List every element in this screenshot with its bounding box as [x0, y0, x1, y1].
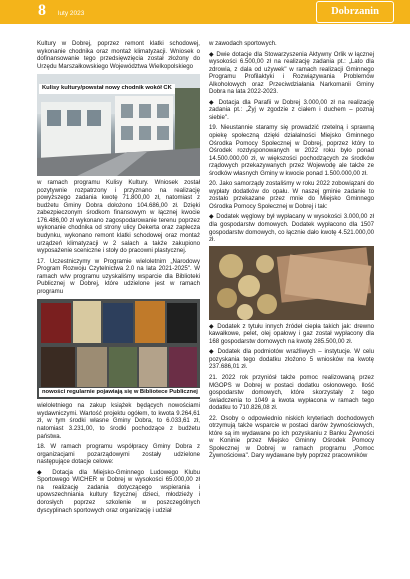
paragraph: 22. Osoby o odpowiednio niskich kryteriach dochodowych otrzymują także wsparcie w postaci darów żywnościowych, które są im wydawane po ich pozyskaniu z Banku Żywności w Koninie przez Miejsko Gminny Ośrodek Pomocy Społecznej w Dobrej w ramach programu „Pomoc Żywnościowa". Dary wydawane były poprzez pracowników — [209, 414, 374, 460]
left-column — [37, 40, 200, 514]
paragraph: ◆ Dodatek węglowy był wypłacany w wysokości 3.000,00 zł dla gospodarstw domowych. Dodatek wypłacono dla 1507 gospodarstw domowych, co łącznie dało kwotę 4.521.000,00 zł. — [209, 213, 374, 244]
paragraph: 19. Nieustannie staramy się prowadzić rzetelną i sprawną opiekę społeczną dzięki działalności Miejsko Gminnego Ośrodka Pomocy Społecznej w Dobrej, poprzez który to Ośrodek rozdysponowanych w 2022 roku było ponad 14.500.000,00 zł, w większości pochodzących ze środków rządowych przekazywanych przez Wojewodę ale także ze środków własnych Gminy w kwocie ponad 1.500.000,00 zł. — [209, 124, 374, 177]
right-column — [209, 40, 374, 460]
paragraph: ◆ Dwie dotacje dla Stowarzyszenia Aktywny Orlik w łącznej wysokości 6.500,00 zł na realizację zadania pt.: „Lato dla zdrowia, z dala od używek" w ramach realizacji Gminnego Programu Profilaktyki i Rozwiązywania Problemów Alkoholowych oraz Przeciwdziałania Narkomanii Gminy Dobra na lata 2022-2023. — [209, 50, 374, 96]
header-band — [0, 0, 410, 24]
paragraph: w ramach programu Kulisy Kultury. Wniosek został pozytywnie rozpatrzony i przyznano na realizację powyższego zadania kwotę 71.800,00 zł, natomiast z budżetu Gminy Dobra dołożono 104.686,00 zł. Dzięki zabezpieczonym środkom finansowym w łącznej kwocie 176.486,00 zł wykonano zagospodarowanie terenu poprzez wykonanie chodnika od strony ulicy Dekerta oraz zaplecza budynku, wykonano remont klatki schodowej oraz montaż urządzeń klimatyzacji w 2 salach a także zakupiono wyposażenie sceniczne i stoły do pracowni plastycznej. — [37, 179, 200, 255]
paragraph: Kultury w Dobrej, poprzez remont klatki schodowej, wykonanie chodnika oraz montaż klimatyzacji. Wniosek o dofinansowanie tego przedsięwzięcia został złożony do Urzędu Marszałkowskiego Województwa Wielkopolskiego — [37, 40, 200, 70]
paragraph: ◆ Dotacja dla Parafii w Dobrej 3.000,00 zł na realizację zadania pt.: „Żyj w zgodzie z ciałem i duchem – poznaj siebie". — [209, 98, 374, 121]
coins-banknotes-photo — [209, 246, 374, 320]
photo-caption: Kulisy kultury/powstał nowy chodnik wokół CK — [39, 84, 175, 94]
paragraph: ◆ Dotacja dla Miejsko-Gminnego Ludowego Klubu Sportowego WICHER w Dobrej w wysokości 65.000,00 zł na realizację zadania dotyczącego wspierania i upowszechniania kultury fizycznej dzieci, młodzieży i dorosłych poprzez szkolenie w poszczególnych dyscyplinach sportowych oraz organizację i udział — [37, 468, 200, 514]
paragraph: 21. 2022 rok przyniósł także pomoc realizowaną przez MGOPS w Dobrej w postaci dodatku osłonowego. Ilość gospodarstw domowych, które skorzystały z tego świadczenia to 1049 a kwota wypłacona w ramach tego dodatku to 710.826,08 zł. — [209, 373, 374, 412]
paragraph: 17. Uczestniczymy w Programie wieloletnim „Narodowy Program Rozwoju Czytelnictwa 2.0 na lata 2021-2025". W ramach w/w programu uzyskaliśmy wsparcie dla Biblioteki Publicznej w Dobrej, które udzielone jest w ramach programu — [37, 257, 200, 295]
page-number: 8 — [38, 2, 46, 19]
library-books-photo — [37, 299, 200, 399]
books-illustration — [37, 299, 200, 399]
paragraph: w zawodach sportowych. — [209, 40, 277, 47]
paragraph: 20. Jako samorządy zostaliśmy w roku 2022 zobowiązani do wypłaty dodatków do opału. W naszej gminie zadanie to zostało przekazane przez mnie do Miejsko Gminnego Ośrodka Pomocy Społecznej w Dobrej i tak: — [209, 180, 374, 210]
paragraph: wieloletniego na zakup książek będących nowościami wydawniczymi. Wartość projektu ogółem, to kwota 9.264,61 zł, w tym środki własne Gminy Dobra, to 6.033,61 zł, natomiast 3.231,00, to środki pochodzące z budżetu państwa. — [37, 402, 200, 440]
publication-title: Dobrzanin — [316, 1, 394, 23]
money-illustration — [209, 246, 374, 320]
issue-date: luty 2023 — [58, 10, 85, 17]
culture-center-photo — [37, 74, 200, 176]
photo-caption: nowości regularnie pojawiają się w Bibliotece Publicznej — [39, 388, 200, 398]
paragraph: ◆ Dodatek dla podmiotów wrażliwych – instytucje. W celu pozyskania tego dodatku złożono 5 wniosków na kwotę 237.686,01 zł. — [209, 348, 374, 371]
paragraph: ◆ Dodatek z tytułu innych źródeł ciepła takich jak: drewno kawałkowe, pelet, olej opałowy i gaz został wypłacony dla 168 gospodarstw domowych na kwotę 285.500,00 zł. — [209, 322, 374, 345]
paragraph: 18. W ramach programu współpracy Gminy Dobra z organizacjami pozarządowymi zostały udzielone następujące dotacje celowe: — [37, 443, 200, 466]
